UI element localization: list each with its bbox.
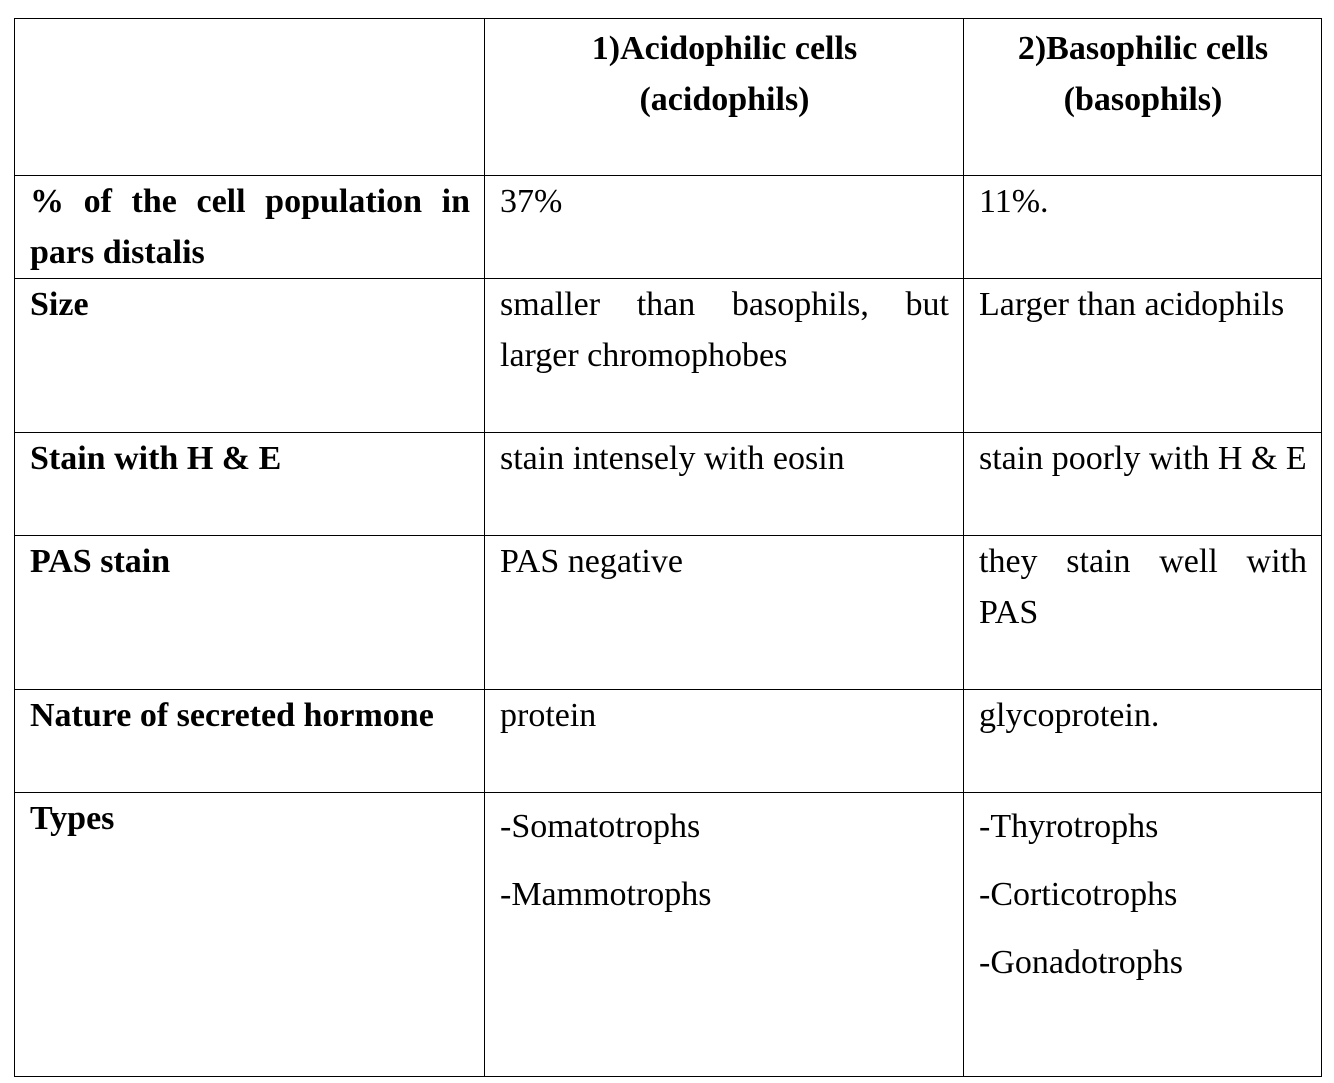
cell-acidophils-size: smaller than basophils, but larger chromophobes	[485, 279, 964, 433]
table-row	[15, 793, 1322, 1077]
row-label-he-stain: Stain with H & E	[15, 433, 485, 536]
cell-acidophils-he-stain: stain intensely with eosin	[485, 433, 964, 536]
table-row	[15, 433, 1322, 536]
row-label-hormone-nature: Nature of secreted hormone	[15, 690, 485, 793]
row-label-size: Size	[15, 279, 485, 433]
cell-basophils-types	[964, 793, 1322, 1077]
row-label-types: Types	[15, 793, 485, 1077]
type-item: -Somatotrophs	[500, 808, 701, 845]
type-item: -Thyrotrophs	[979, 808, 1159, 845]
table-row	[15, 279, 1322, 433]
cell-acidophils-pas-stain: PAS negative	[485, 536, 964, 690]
cell-acidophils-population: 37%	[485, 176, 964, 279]
table-row	[15, 690, 1322, 793]
header-basophils-subtitle: (basophils)	[1063, 81, 1223, 118]
header-acidophils-subtitle: (acidophils)	[639, 81, 810, 118]
table-row	[15, 536, 1322, 690]
header-basophils-title: 2)Basophilic cells	[1017, 30, 1269, 67]
header-empty-cell	[15, 19, 485, 176]
comparison-table	[14, 18, 1322, 1077]
header-basophils	[964, 19, 1322, 176]
header-acidophils	[485, 19, 964, 176]
cell-basophils-hormone-nature: glycoprotein.	[964, 690, 1322, 793]
row-label-population: % of the cell population in pars distalis	[15, 176, 485, 279]
row-label-pas-stain: PAS stain	[15, 536, 485, 690]
type-item: -Gonadotrophs	[979, 944, 1183, 981]
cell-acidophils-hormone-nature: protein	[485, 690, 964, 793]
cell-basophils-pas-stain: they stain well with PAS	[964, 536, 1322, 690]
header-acidophils-title: 1)Acidophilic cells	[591, 30, 858, 67]
header-row	[15, 19, 1322, 176]
table-row	[15, 176, 1322, 279]
type-item: -Mammotrophs	[500, 876, 712, 913]
cell-basophils-population: 11%.	[964, 176, 1322, 279]
cell-basophils-he-stain: stain poorly with H & E	[964, 433, 1322, 536]
cell-acidophils-types	[485, 793, 964, 1077]
cell-basophils-size: Larger than acidophils	[964, 279, 1322, 433]
type-item: -Corticotrophs	[979, 876, 1178, 913]
